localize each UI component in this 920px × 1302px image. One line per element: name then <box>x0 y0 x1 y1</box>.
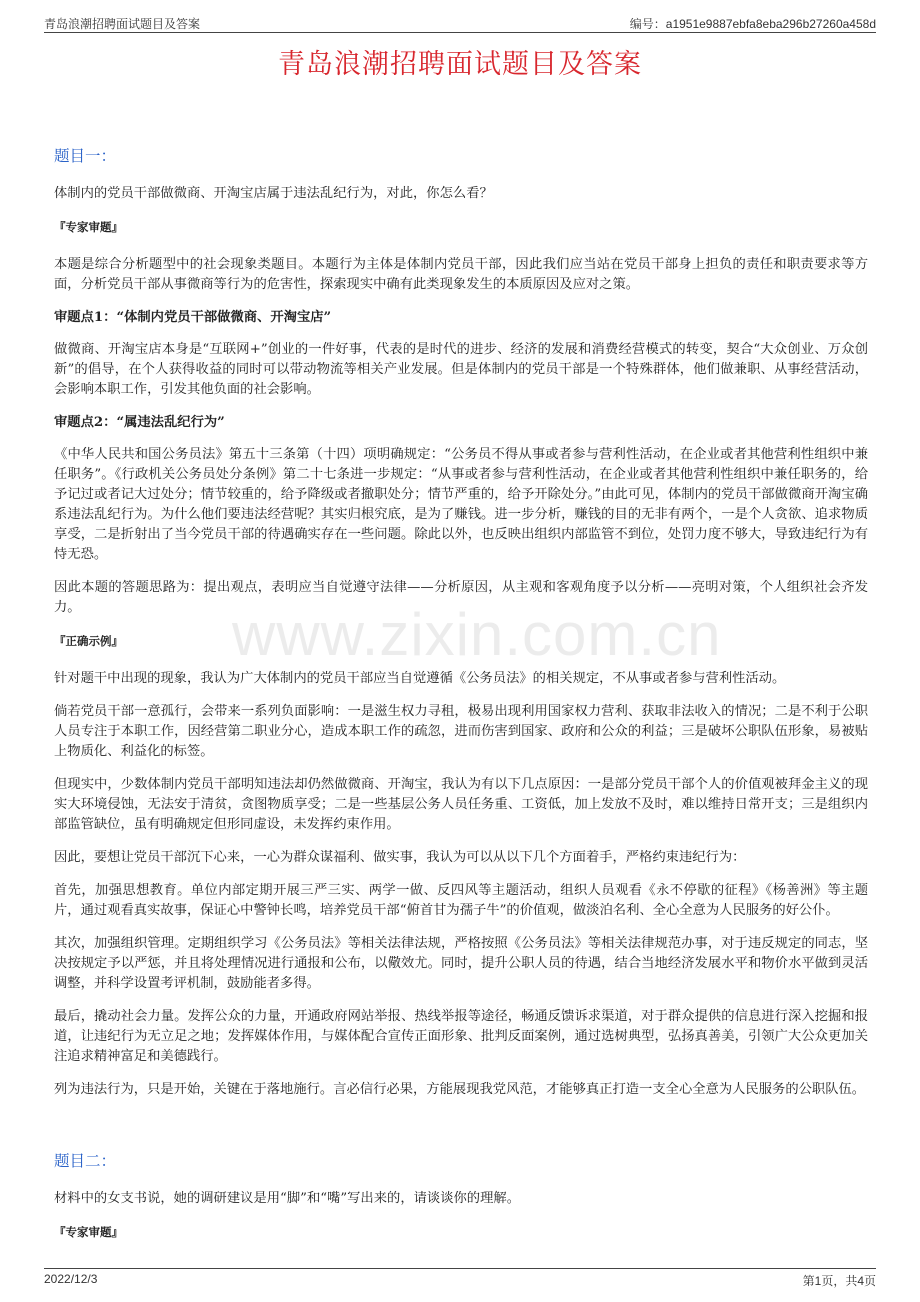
question-2-heading: 题目二： <box>54 1152 117 1170</box>
review-point-1-text: 做微商、开淘宝店本身是“互联网+”创业的一件好事，代表的是时代的进步、经济的发展和消费经营模式的转变，契合“大众创业、万众创新”的倡导，在个人获得收益的同时可以带动物流等相关产业发展。但是体制内的党员干部是一个特殊群体，他们做兼职、从事经营活动，会影响本职工作，引发其他负面的社会影响。 <box>54 342 868 397</box>
page-header <box>44 12 876 33</box>
correct-example-tag: 『正确示例』 <box>54 634 123 648</box>
answer-paragraph: 因此，要想让党员干部沉下心来，一心为群众谋福利、做实事，我认为可以从以下几个方面着手，严格约束违纪行为： <box>54 850 746 865</box>
expert-review-tag-2: 『专家审题』 <box>54 1225 123 1239</box>
answer-approach: 因此本题的答题思路为：提出观点，表明应当自觉遵守法律——分析原因，从主观和客观角度予以分析——亮明对策，个人组织社会齐发力。 <box>54 580 868 615</box>
answer-paragraph: 针对题干中出现的现象，我认为广大体制内的党员干部应当自觉遵循《公务员法》的相关规定，不从事或者参与营利性活动。 <box>54 671 786 686</box>
expert-intro: 本题是综合分析题型中的社会现象类题目。本题行为主体是体制内党员干部，因此我们应当站在党员干部身上担负的责任和职责要求等方面，分析党员干部从事微商等行为的危害性，探索现实中确有此类现象发生的本质原因及应对之策。 <box>54 257 868 292</box>
footer-date: 2022/12/3 <box>44 1272 98 1286</box>
header-doc-id: 编号：a1951e9887ebfa8eba296b27260a458d <box>629 17 876 31</box>
review-point-1-title: 审题点1：“体制内党员干部做微商、开淘宝店” <box>54 310 332 325</box>
answer-paragraph: 最后，撬动社会力量。发挥公众的力量，开通政府网站举报、热线举报等途径，畅通反馈诉求渠道，对于群众提供的信息进行深入挖掘和报道，让违纪行为无立足之地；发挥媒体作用，与媒体配合宣传正面形象、批判反面案例，通过选树典型，弘扬真善美，引领广大公众更加关注追求精神富足和美德践行。 <box>54 1009 868 1064</box>
answer-paragraph: 倘若党员干部一意孤行，会带来一系列负面影响：一是滋生权力寻租，极易出现利用国家权力营利、获取非法收入的情况；二是不利于公职人员专注于本职工作，因经营第二职业分心，造成本职工作的疏忽，进而伤害到国家、政府和公众的利益；三是破坏公职队伍形象，易被贴上物质化、利益化的标签。 <box>54 704 868 759</box>
page-footer <box>44 1268 876 1291</box>
watermark: www.zixin.com.cn <box>232 601 722 668</box>
answer-paragraph: 但现实中，少数体制内党员干部明知违法却仍然做微商、开淘宝，我认为有以下几点原因：一是部分党员干部个人的价值观被拜金主义的现实大环境侵蚀，无法安于清贫，贪图物质享受；二是一些基层公务人员任务重、工资低，加上发放不及时，难以维持日常开支；三是组织内部监管缺位，虽有明确规定但形同虚设，未发挥约束作用。 <box>54 777 868 832</box>
footer-page-number: 第1页，共4页 <box>802 1274 876 1288</box>
question-1-heading: 题目一： <box>54 147 117 165</box>
answer-paragraph: 首先，加强思想教育。单位内部定期开展三严三实、两学一做、反四风等主题活动，组织人员观看《永不停歇的征程》《杨善洲》等主题片，通过观看真实故事，保证心中警钟长鸣，培养党员干部“俯首甘为孺子牛”的价值观，做淡泊名利、全心全意为人民服务的好公仆。 <box>54 883 868 918</box>
question-1-text: 体制内的党员干部做微商、开淘宝店属于违法乱纪行为，对此，你怎么看？ <box>54 186 493 201</box>
section-gap <box>54 1113 868 1151</box>
answer-paragraph: 其次，加强组织管理。定期组织学习《公务员法》等相关法律法规，严格按照《公务员法》等相关法律规范办事，对于违反规定的同志，坚决按规定予以严惩，并且将处理情况进行通报和公布，以儆效尤。同时，提升公职人员的待遇，结合当地经济发展水平和物价水平做到灵活调整，并科学设置考评机制，鼓励能者多得。 <box>54 936 868 991</box>
review-point-2-text: 《中华人民共和国公务员法》第五十三条第（十四）项明确规定：“公务员不得从事或者参与营利性活动，在企业或者其他营利性组织中兼任职务”。《行政机关公务员处分条例》第二十七条进一步规定：“从事或者参与营利性活动，在企业或者其他营利性组织中兼任职务的，给予记过或者记大过处分；情节较重的，给予降级或者撤职处分；情节严重的，给予开除处分。”由此可见，体制内的党员干部做微商开淘宝确系违法乱纪行为。为什么他们要违法经营呢？其实归根究底，是为了赚钱。进一步分析，赚钱的目的无非有两个，一是个人贪欲、追求物质享受，二是折射出了当今党员干部的待遇确实存在一些问题。除此以外，也反映出组织内部监管不到位，处罚力度不够大，导致违纪行为有恃无恐。 <box>54 447 868 562</box>
answer-paragraph: 列为违法行为，只是开始，关键在于落地施行。言必信行必果，方能展现我党风范，才能够真正打造一支全心全意为人民服务的公职队伍。 <box>54 1082 866 1097</box>
header-doc-title: 青岛浪潮招聘面试题目及答案 <box>44 17 201 31</box>
page-title: 青岛浪潮招聘面试题目及答案 <box>278 49 642 80</box>
question-2-text: 材料中的女支书说，她的调研建议是用“脚”和“嘴”写出来的，请谈谈你的理解。 <box>54 1191 520 1206</box>
expert-review-tag: 『专家审题』 <box>54 220 123 234</box>
document-body <box>54 146 868 1260</box>
review-point-2-title: 审题点2：“属违法乱纪行为” <box>54 415 225 430</box>
